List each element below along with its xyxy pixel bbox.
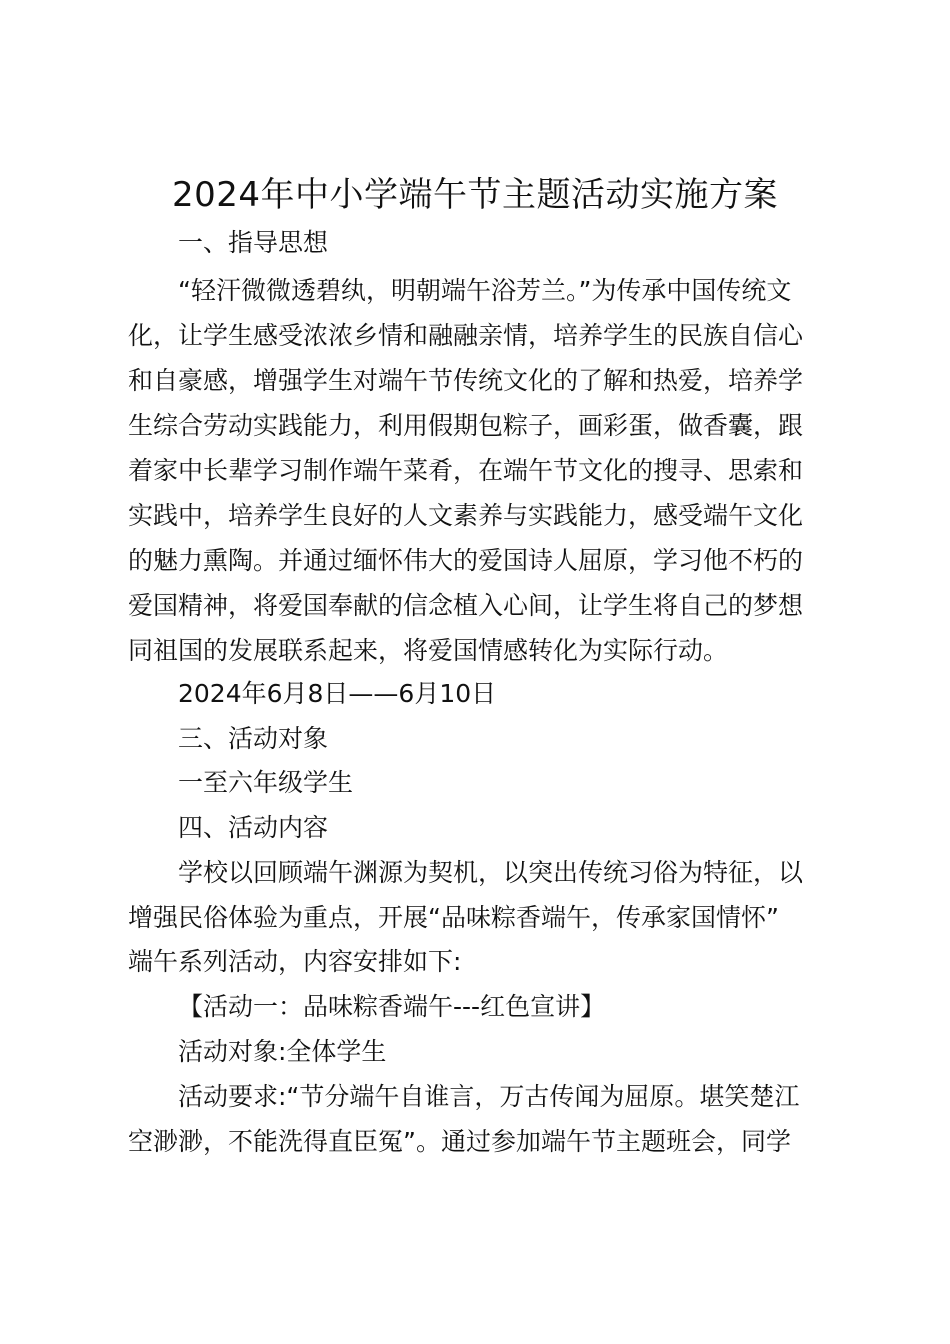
- paragraph-line: 同祖国的发展联系起来，将爱国情感转化为实际行动。: [128, 636, 729, 665]
- paragraph-line: 爱国精神，将爱国奉献的信念植入心间，让学生将自己的梦想: [128, 591, 804, 620]
- document-title: 2024年中小学端午节主题活动实施方案: [171, 175, 779, 215]
- paragraph-line: 增强民俗体验为重点，开展“品味粽香端午，传承家国情怀”: [128, 903, 779, 932]
- section-heading-activity-content: 四、活动内容: [178, 813, 329, 842]
- section-heading-guiding-ideology: 一、指导思想: [178, 228, 329, 257]
- paragraph-line: 着家中长辈学习制作端午菜肴，在端午节文化的搜寻、思索和: [128, 456, 804, 485]
- activity-target-line: 一至六年级学生: [178, 768, 354, 797]
- activity-date-line: 2024年6月8日——6月10日: [178, 679, 497, 708]
- activity-requirement-line: 活动要求:“节分端午自谁言，万古传闻为屈原。堪笑楚江: [178, 1082, 800, 1111]
- paragraph-line: 生综合劳动实践能力，利用假期包粽子，画彩蛋，做香囊，跟: [128, 411, 804, 440]
- activity-one-heading: 【活动一：品味粽香端午---红色宣讲】: [178, 992, 606, 1021]
- section-heading-activity-target: 三、活动对象: [178, 724, 329, 753]
- paragraph-line: 空渺渺，不能洗得直臣冤”。通过参加端午节主题班会，同学: [128, 1127, 791, 1156]
- paragraph-line: 化，让学生感受浓浓乡情和融融亲情，培养学生的民族自信心: [128, 321, 804, 350]
- activity-target-line: 活动对象:全体学生: [178, 1037, 387, 1066]
- paragraph-line: 的魅力熏陶。并通过缅怀伟大的爱国诗人屈原，学习他不朽的: [128, 546, 804, 575]
- paragraph-line: 端午系列活动，内容安排如下:: [128, 947, 462, 976]
- paragraph-line: 学校以回顾端午渊源为契机，以突出传统习俗为特征，以: [178, 858, 804, 887]
- paragraph-line: 和自豪感，增强学生对端午节传统文化的了解和热爱，培养学: [128, 366, 804, 395]
- paragraph-line: 实践中，培养学生良好的人文素养与实践能力，感受端午文化: [128, 501, 804, 530]
- paragraph-line: “轻汗微微透碧纨，明朝端午浴芳兰。”为传承中国传统文: [178, 276, 792, 305]
